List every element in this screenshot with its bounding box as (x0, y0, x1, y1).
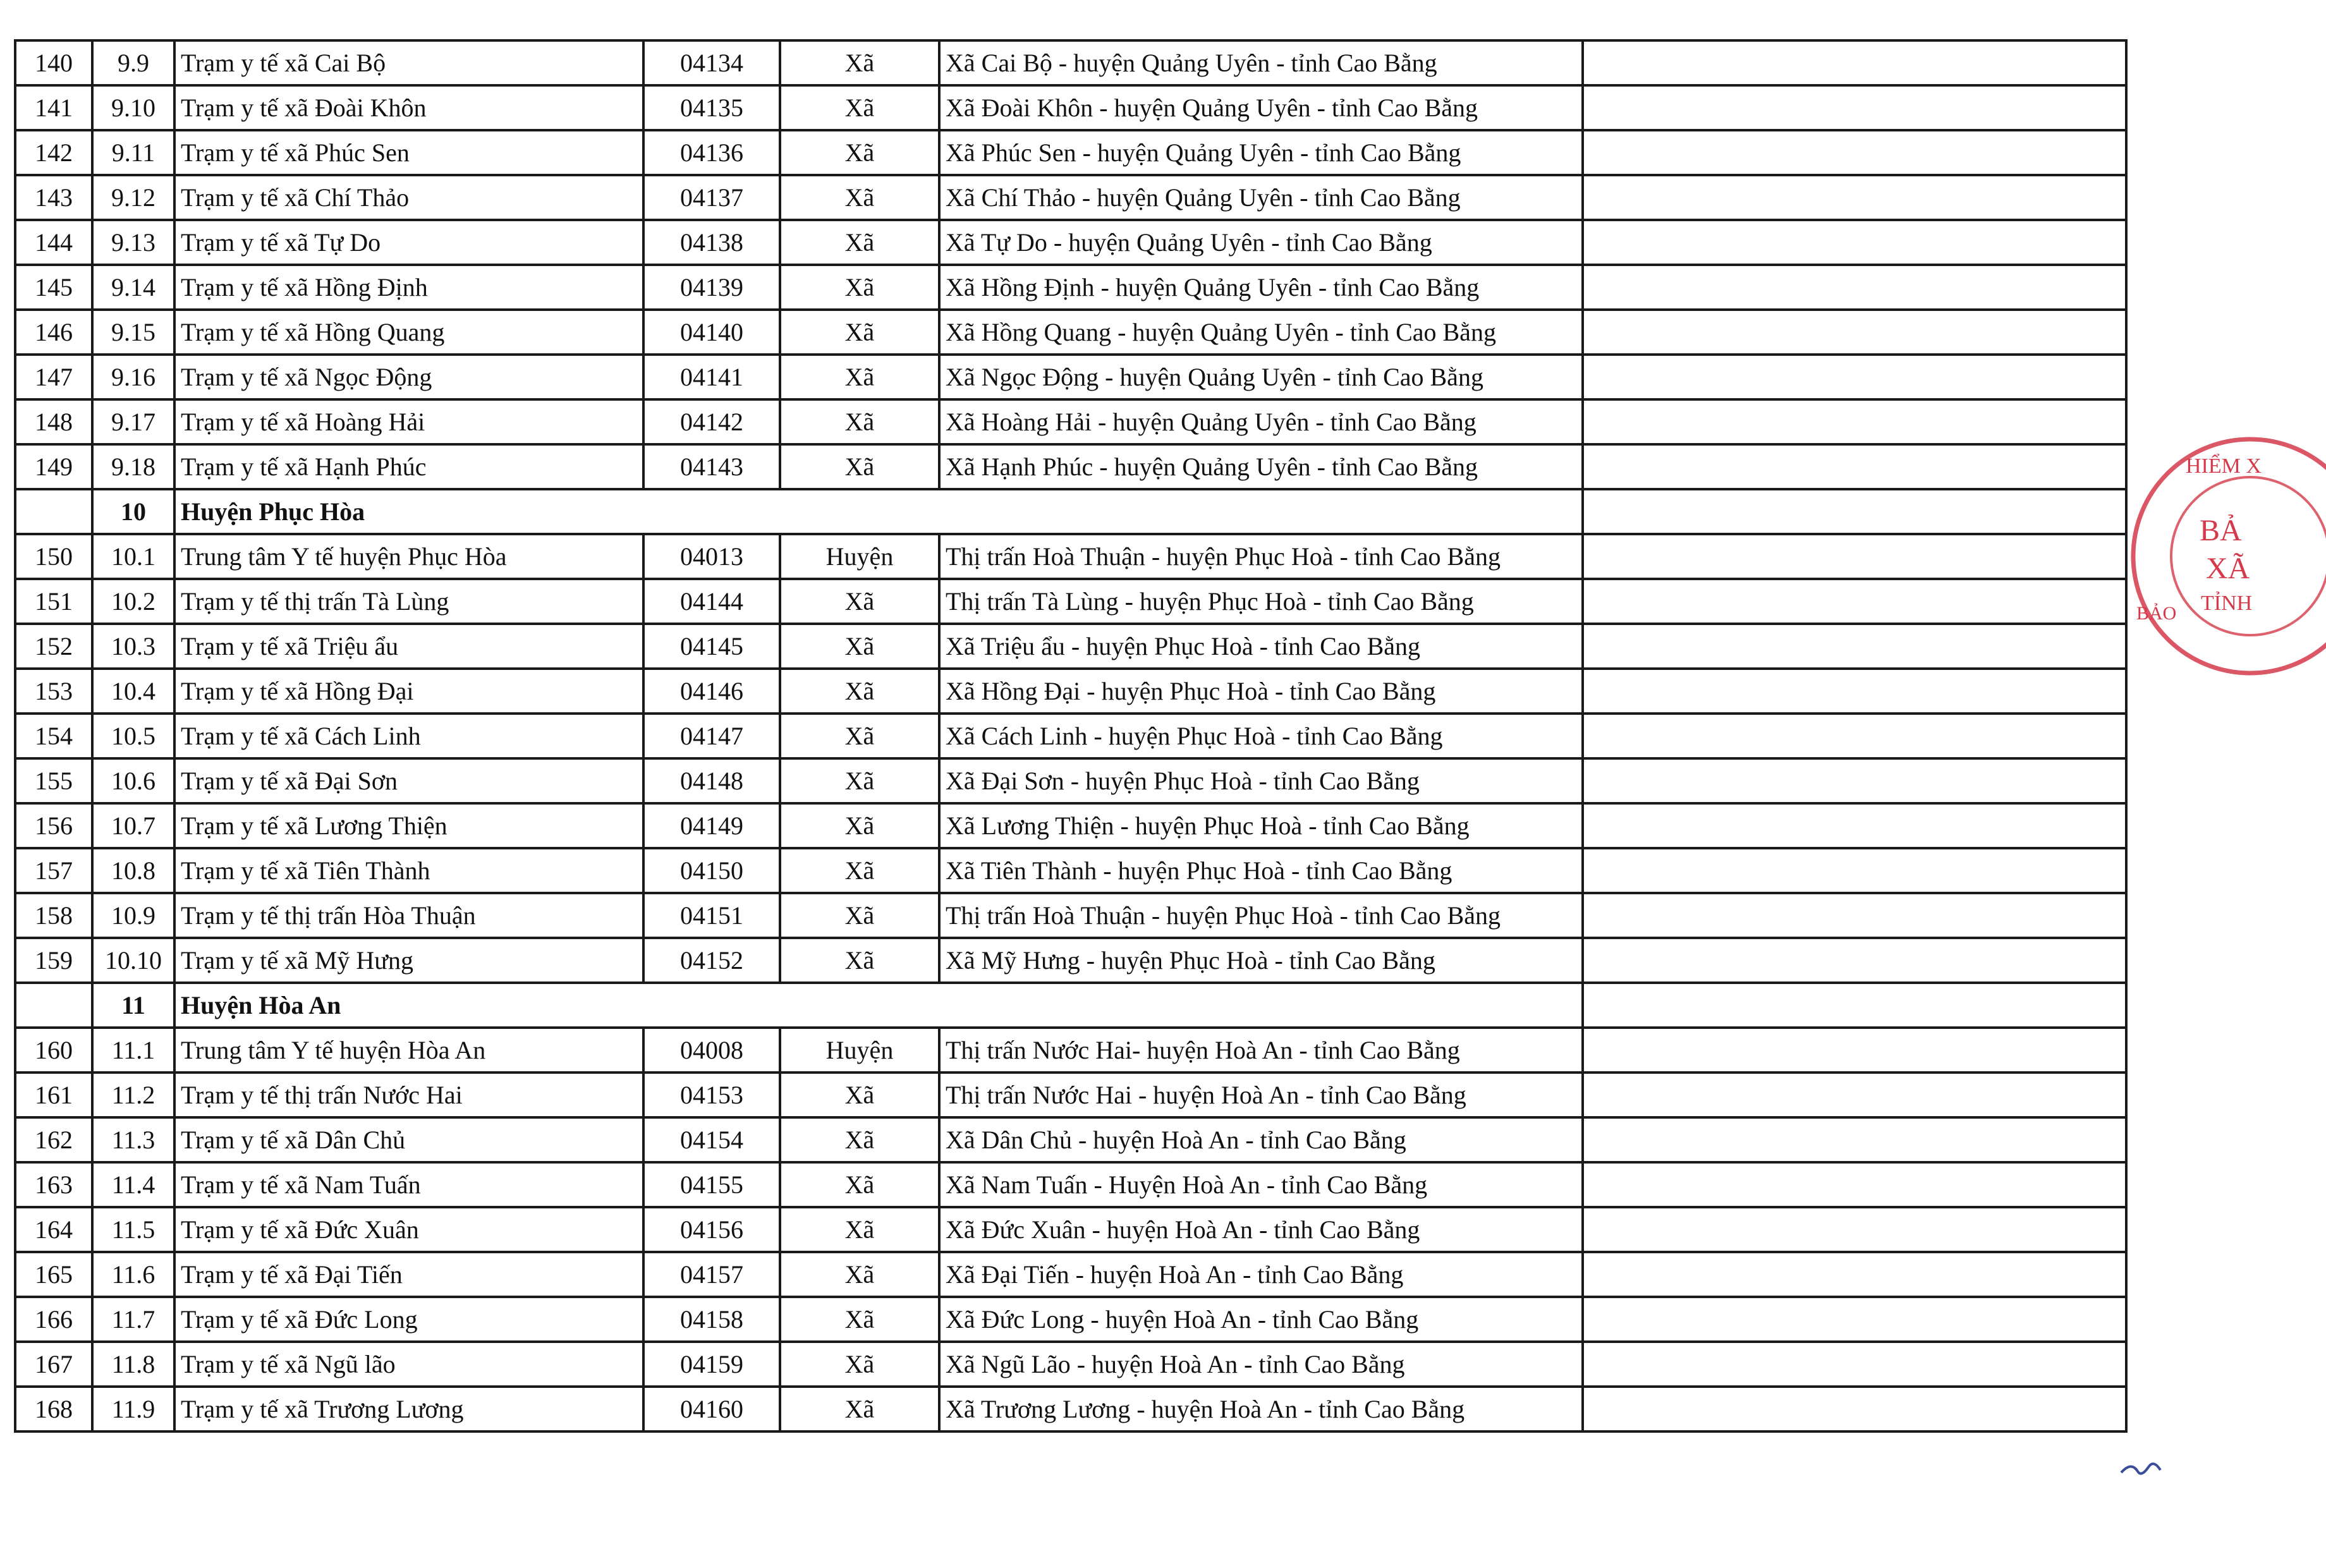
facility-level: Xã (780, 848, 939, 893)
row-stt: 154 (15, 714, 92, 758)
facility-address: Xã Đức Xuân - huyện Hoà An - tỉnh Cao Bằng (939, 1207, 1583, 1252)
facility-address: Xã Tự Do - huyện Quảng Uyên - tỉnh Cao Bằng (939, 220, 1583, 265)
row-stt: 146 (15, 310, 92, 355)
facility-level: Xã (780, 803, 939, 848)
row-note (1583, 624, 2126, 669)
row-note (1583, 848, 2126, 893)
row-note (1583, 444, 2126, 489)
signature-mark (2119, 1454, 2163, 1485)
table-row (15, 1162, 2126, 1207)
facility-level: Xã (780, 1162, 939, 1207)
row-stt: 151 (15, 579, 92, 624)
facility-code: 04153 (643, 1073, 780, 1117)
row-note (1583, 1297, 2126, 1342)
facility-address: Xã Nam Tuấn - Huyện Hoà An - tỉnh Cao Bằng (939, 1162, 1583, 1207)
facility-code: 04155 (643, 1162, 780, 1207)
facility-level: Xã (780, 893, 939, 938)
row-stt: 160 (15, 1028, 92, 1073)
facility-level: Xã (780, 310, 939, 355)
facility-code: 04160 (643, 1387, 780, 1431)
row-stt: 159 (15, 938, 92, 983)
facility-name: Trạm y tế xã Hồng Định (174, 265, 643, 310)
facility-code: 04154 (643, 1117, 780, 1162)
row-note (1583, 1342, 2126, 1387)
facility-code: 04158 (643, 1297, 780, 1342)
facility-level: Xã (780, 85, 939, 130)
table-row (15, 848, 2126, 893)
row-stt: 141 (15, 85, 92, 130)
row-sub-number: 10.6 (92, 758, 174, 803)
table-row (15, 534, 2126, 579)
row-note (1583, 1387, 2126, 1431)
facility-level: Xã (780, 1342, 939, 1387)
facility-address: Thị trấn Hoà Thuận - huyện Phục Hoà - tỉnh Cao Bằng (939, 893, 1583, 938)
row-note (1583, 893, 2126, 938)
facility-level: Xã (780, 938, 939, 983)
facility-level: Xã (780, 1117, 939, 1162)
row-stt: 165 (15, 1252, 92, 1297)
facility-name: Trạm y tế xã Đoài Khôn (174, 85, 643, 130)
facility-address: Xã Đức Long - huyện Hoà An - tỉnh Cao Bằng (939, 1297, 1583, 1342)
facility-address: Xã Hồng Đại - huyện Phục Hoà - tỉnh Cao Bằng (939, 669, 1583, 714)
facility-address: Xã Hoàng Hải - huyện Quảng Uyên - tỉnh Cao Bằng (939, 399, 1583, 444)
row-stt: 157 (15, 848, 92, 893)
row-stt: 147 (15, 355, 92, 399)
facility-code: 04152 (643, 938, 780, 983)
row-sub-number: 11.7 (92, 1297, 174, 1342)
row-note (1583, 220, 2126, 265)
table-row (15, 938, 2126, 983)
row-note (1583, 355, 2126, 399)
row-note (1583, 803, 2126, 848)
facility-name: Trạm y tế xã Đức Xuân (174, 1207, 643, 1252)
row-note (1583, 130, 2126, 175)
table-row (15, 1297, 2126, 1342)
table-row (15, 1028, 2126, 1073)
facility-level: Xã (780, 40, 939, 85)
row-note (1583, 399, 2126, 444)
row-stt: 152 (15, 624, 92, 669)
row-sub-number: 9.11 (92, 130, 174, 175)
facility-address: Xã Hồng Quang - huyện Quảng Uyên - tỉnh Cao Bằng (939, 310, 1583, 355)
table-row (15, 1117, 2126, 1162)
seal-text-line3: TỈNH (2201, 592, 2253, 615)
row-stt (15, 489, 92, 534)
facility-name: Trạm y tế xã Hồng Quang (174, 310, 643, 355)
row-note (1583, 983, 2126, 1028)
table-row (15, 1342, 2126, 1387)
row-note (1583, 265, 2126, 310)
facility-level: Xã (780, 579, 939, 624)
table-body (15, 40, 2126, 1431)
row-sub-number: 10.8 (92, 848, 174, 893)
row-sub-number: 11.1 (92, 1028, 174, 1073)
facility-address: Xã Đoài Khôn - huyện Quảng Uyên - tỉnh Cao Bằng (939, 85, 1583, 130)
row-sub-number: 9.16 (92, 355, 174, 399)
facility-level: Xã (780, 1252, 939, 1297)
facility-address: Xã Phúc Sen - huyện Quảng Uyên - tỉnh Cao Bằng (939, 130, 1583, 175)
row-stt: 155 (15, 758, 92, 803)
row-sub-number: 10.2 (92, 579, 174, 624)
row-stt: 161 (15, 1073, 92, 1117)
row-stt: 156 (15, 803, 92, 848)
facility-address: Xã Đại Tiến - huyện Hoà An - tỉnh Cao Bằng (939, 1252, 1583, 1297)
row-note (1583, 1207, 2126, 1252)
facility-level: Xã (780, 669, 939, 714)
row-note (1583, 714, 2126, 758)
table-row (15, 579, 2126, 624)
row-sub-number: 9.17 (92, 399, 174, 444)
table-row (15, 175, 2126, 220)
facility-name: Trạm y tế xã Lương Thiện (174, 803, 643, 848)
facility-name: Trạm y tế xã Tiên Thành (174, 848, 643, 893)
row-stt: 140 (15, 40, 92, 85)
table-row (15, 1252, 2126, 1297)
row-sub-number: 9.13 (92, 220, 174, 265)
group-number: 10 (92, 489, 174, 534)
facility-level: Xã (780, 130, 939, 175)
facility-name: Trung tâm Y tế huyện Phục Hòa (174, 534, 643, 579)
row-note (1583, 310, 2126, 355)
table-row (15, 399, 2126, 444)
row-stt: 150 (15, 534, 92, 579)
facility-level: Xã (780, 758, 939, 803)
row-note (1583, 1117, 2126, 1162)
table-row (15, 669, 2126, 714)
seal-text-line2: XÃ (2206, 552, 2250, 585)
facility-level: Xã (780, 1387, 939, 1431)
table-row (15, 40, 2126, 85)
table-row (15, 1073, 2126, 1117)
facility-name: Trạm y tế xã Đức Long (174, 1297, 643, 1342)
facility-code: 04157 (643, 1252, 780, 1297)
facility-name: Trạm y tế xã Triệu ẩu (174, 624, 643, 669)
facility-code: 04140 (643, 310, 780, 355)
facility-name: Trạm y tế xã Ngọc Động (174, 355, 643, 399)
facility-code: 04145 (643, 624, 780, 669)
table-row (15, 265, 2126, 310)
facility-level: Xã (780, 444, 939, 489)
facility-name: Trạm y tế xã Cách Linh (174, 714, 643, 758)
facility-code: 04146 (643, 669, 780, 714)
row-sub-number: 11.8 (92, 1342, 174, 1387)
official-seal (2111, 430, 2326, 695)
facility-address: Xã Tiên Thành - huyện Phục Hoà - tỉnh Cao Bằng (939, 848, 1583, 893)
table-row (15, 714, 2126, 758)
group-header-row (15, 983, 2126, 1028)
group-number: 11 (92, 983, 174, 1028)
facility-name: Trạm y tế thị trấn Hòa Thuận (174, 893, 643, 938)
row-stt: 162 (15, 1117, 92, 1162)
facility-code: 04134 (643, 40, 780, 85)
facility-code: 04143 (643, 444, 780, 489)
row-sub-number: 9.18 (92, 444, 174, 489)
facility-address: Xã Mỹ Hưng - huyện Phục Hoà - tỉnh Cao Bằng (939, 938, 1583, 983)
table-row (15, 758, 2126, 803)
facility-level: Xã (780, 355, 939, 399)
facility-address: Xã Trương Lương - huyện Hoà An - tỉnh Cao Bằng (939, 1387, 1583, 1431)
facility-level: Xã (780, 220, 939, 265)
facility-address: Xã Lương Thiện - huyện Phục Hoà - tỉnh Cao Bằng (939, 803, 1583, 848)
facility-level: Xã (780, 265, 939, 310)
row-stt: 164 (15, 1207, 92, 1252)
row-note (1583, 1028, 2126, 1073)
row-note (1583, 758, 2126, 803)
facility-code: 04150 (643, 848, 780, 893)
row-note (1583, 175, 2126, 220)
facility-code: 04013 (643, 534, 780, 579)
row-stt (15, 983, 92, 1028)
facility-address: Xã Ngọc Động - huyện Quảng Uyên - tỉnh Cao Bằng (939, 355, 1583, 399)
facility-code: 04147 (643, 714, 780, 758)
row-note (1583, 579, 2126, 624)
row-sub-number: 11.3 (92, 1117, 174, 1162)
facility-name: Trạm y tế xã Hồng Đại (174, 669, 643, 714)
facility-name: Trạm y tế xã Nam Tuấn (174, 1162, 643, 1207)
group-header-row (15, 489, 2126, 534)
row-note (1583, 938, 2126, 983)
facility-code: 04149 (643, 803, 780, 848)
facility-address: Xã Ngũ Lão - huyện Hoà An - tỉnh Cao Bằng (939, 1342, 1583, 1387)
facility-level: Huyện (780, 1028, 939, 1073)
facility-name: Trạm y tế xã Hạnh Phúc (174, 444, 643, 489)
facility-name: Trạm y tế xã Mỹ Hưng (174, 938, 643, 983)
facility-code: 04137 (643, 175, 780, 220)
row-sub-number: 9.15 (92, 310, 174, 355)
row-sub-number: 11.4 (92, 1162, 174, 1207)
facility-name: Trạm y tế xã Cai Bộ (174, 40, 643, 85)
row-sub-number: 9.14 (92, 265, 174, 310)
facility-name: Trạm y tế xã Phúc Sen (174, 130, 643, 175)
row-stt: 153 (15, 669, 92, 714)
row-note (1583, 40, 2126, 85)
facility-name: Trạm y tế xã Ngũ lão (174, 1342, 643, 1387)
row-note (1583, 489, 2126, 534)
seal-text-top: HIỂM X (2186, 454, 2262, 478)
facility-level: Xã (780, 624, 939, 669)
table-row (15, 130, 2126, 175)
document-sheet (14, 39, 2125, 1433)
table-row (15, 803, 2126, 848)
facility-name: Trung tâm Y tế huyện Hòa An (174, 1028, 643, 1073)
row-stt: 144 (15, 220, 92, 265)
facility-level: Xã (780, 1073, 939, 1117)
row-note (1583, 85, 2126, 130)
row-sub-number: 9.10 (92, 85, 174, 130)
facility-code: 04151 (643, 893, 780, 938)
facility-level: Xã (780, 714, 939, 758)
table-row (15, 444, 2126, 489)
facility-name: Trạm y tế xã Đại Tiến (174, 1252, 643, 1297)
row-sub-number: 9.12 (92, 175, 174, 220)
facility-address: Thị trấn Tà Lùng - huyện Phục Hoà - tỉnh Cao Bằng (939, 579, 1583, 624)
row-stt: 145 (15, 265, 92, 310)
facility-name: Trạm y tế xã Hoàng Hải (174, 399, 643, 444)
table-row (15, 624, 2126, 669)
row-sub-number: 11.5 (92, 1207, 174, 1252)
seal-text-arc: BẢO (2136, 603, 2177, 624)
table-row (15, 1207, 2126, 1252)
facility-address: Xã Cách Linh - huyện Phục Hoà - tỉnh Cao Bằng (939, 714, 1583, 758)
facility-name: Trạm y tế xã Dân Chủ (174, 1117, 643, 1162)
seal-text-line1: BẢ (2200, 514, 2242, 547)
facility-name: Trạm y tế thị trấn Tà Lùng (174, 579, 643, 624)
table-row (15, 1387, 2126, 1431)
facility-address: Thị trấn Hoà Thuận - huyện Phục Hoà - tỉnh Cao Bằng (939, 534, 1583, 579)
row-sub-number: 10.9 (92, 893, 174, 938)
facility-name: Trạm y tế xã Tự Do (174, 220, 643, 265)
row-sub-number: 10.5 (92, 714, 174, 758)
row-stt: 163 (15, 1162, 92, 1207)
row-stt: 168 (15, 1387, 92, 1431)
row-note (1583, 1073, 2126, 1117)
facility-code: 04156 (643, 1207, 780, 1252)
row-sub-number: 11.6 (92, 1252, 174, 1297)
row-note (1583, 669, 2126, 714)
facility-name: Trạm y tế xã Đại Sơn (174, 758, 643, 803)
row-stt: 142 (15, 130, 92, 175)
row-stt: 148 (15, 399, 92, 444)
facility-address: Xã Đại Sơn - huyện Phục Hoà - tỉnh Cao Bằng (939, 758, 1583, 803)
facility-code: 04148 (643, 758, 780, 803)
facility-code: 04141 (643, 355, 780, 399)
row-sub-number: 10.1 (92, 534, 174, 579)
facility-address: Xã Triệu ẩu - huyện Phục Hoà - tỉnh Cao Bằng (939, 624, 1583, 669)
row-note (1583, 1162, 2126, 1207)
facility-address: Thị trấn Nước Hai- huyện Hoà An - tỉnh Cao Bằng (939, 1028, 1583, 1073)
facility-code: 04139 (643, 265, 780, 310)
row-note (1583, 1252, 2126, 1297)
group-name: Huyện Hòa An (174, 983, 1583, 1028)
row-stt: 158 (15, 893, 92, 938)
row-stt: 166 (15, 1297, 92, 1342)
row-sub-number: 10.3 (92, 624, 174, 669)
row-stt: 149 (15, 444, 92, 489)
facility-code: 04135 (643, 85, 780, 130)
facility-code: 04136 (643, 130, 780, 175)
facility-level: Xã (780, 399, 939, 444)
row-sub-number: 9.9 (92, 40, 174, 85)
table-row (15, 310, 2126, 355)
row-sub-number: 11.9 (92, 1387, 174, 1431)
table-row (15, 220, 2126, 265)
facility-level: Xã (780, 175, 939, 220)
facility-code: 04142 (643, 399, 780, 444)
facility-code: 04138 (643, 220, 780, 265)
row-sub-number: 10.4 (92, 669, 174, 714)
group-name: Huyện Phục Hòa (174, 489, 1583, 534)
facility-code: 04159 (643, 1342, 780, 1387)
row-sub-number: 10.7 (92, 803, 174, 848)
table-row (15, 355, 2126, 399)
facility-name: Trạm y tế thị trấn Nước Hai (174, 1073, 643, 1117)
facility-address: Xã Dân Chủ - huyện Hoà An - tỉnh Cao Bằng (939, 1117, 1583, 1162)
row-stt: 167 (15, 1342, 92, 1387)
row-stt: 143 (15, 175, 92, 220)
table-row (15, 893, 2126, 938)
facility-address: Thị trấn Nước Hai - huyện Hoà An - tỉnh Cao Bằng (939, 1073, 1583, 1117)
facility-level: Xã (780, 1297, 939, 1342)
facility-code: 04008 (643, 1028, 780, 1073)
facility-address: Xã Hạnh Phúc - huyện Quảng Uyên - tỉnh Cao Bằng (939, 444, 1583, 489)
table-row (15, 85, 2126, 130)
facility-address: Xã Hồng Định - huyện Quảng Uyên - tỉnh Cao Bằng (939, 265, 1583, 310)
facility-table (14, 39, 2128, 1433)
row-sub-number: 10.10 (92, 938, 174, 983)
facility-level: Xã (780, 1207, 939, 1252)
row-note (1583, 534, 2126, 579)
facility-address: Xã Cai Bộ - huyện Quảng Uyên - tỉnh Cao Bằng (939, 40, 1583, 85)
facility-level: Huyện (780, 534, 939, 579)
facility-address: Xã Chí Thảo - huyện Quảng Uyên - tỉnh Cao Bằng (939, 175, 1583, 220)
facility-name: Trạm y tế xã Trương Lương (174, 1387, 643, 1431)
facility-code: 04144 (643, 579, 780, 624)
row-sub-number: 11.2 (92, 1073, 174, 1117)
facility-name: Trạm y tế xã Chí Thảo (174, 175, 643, 220)
